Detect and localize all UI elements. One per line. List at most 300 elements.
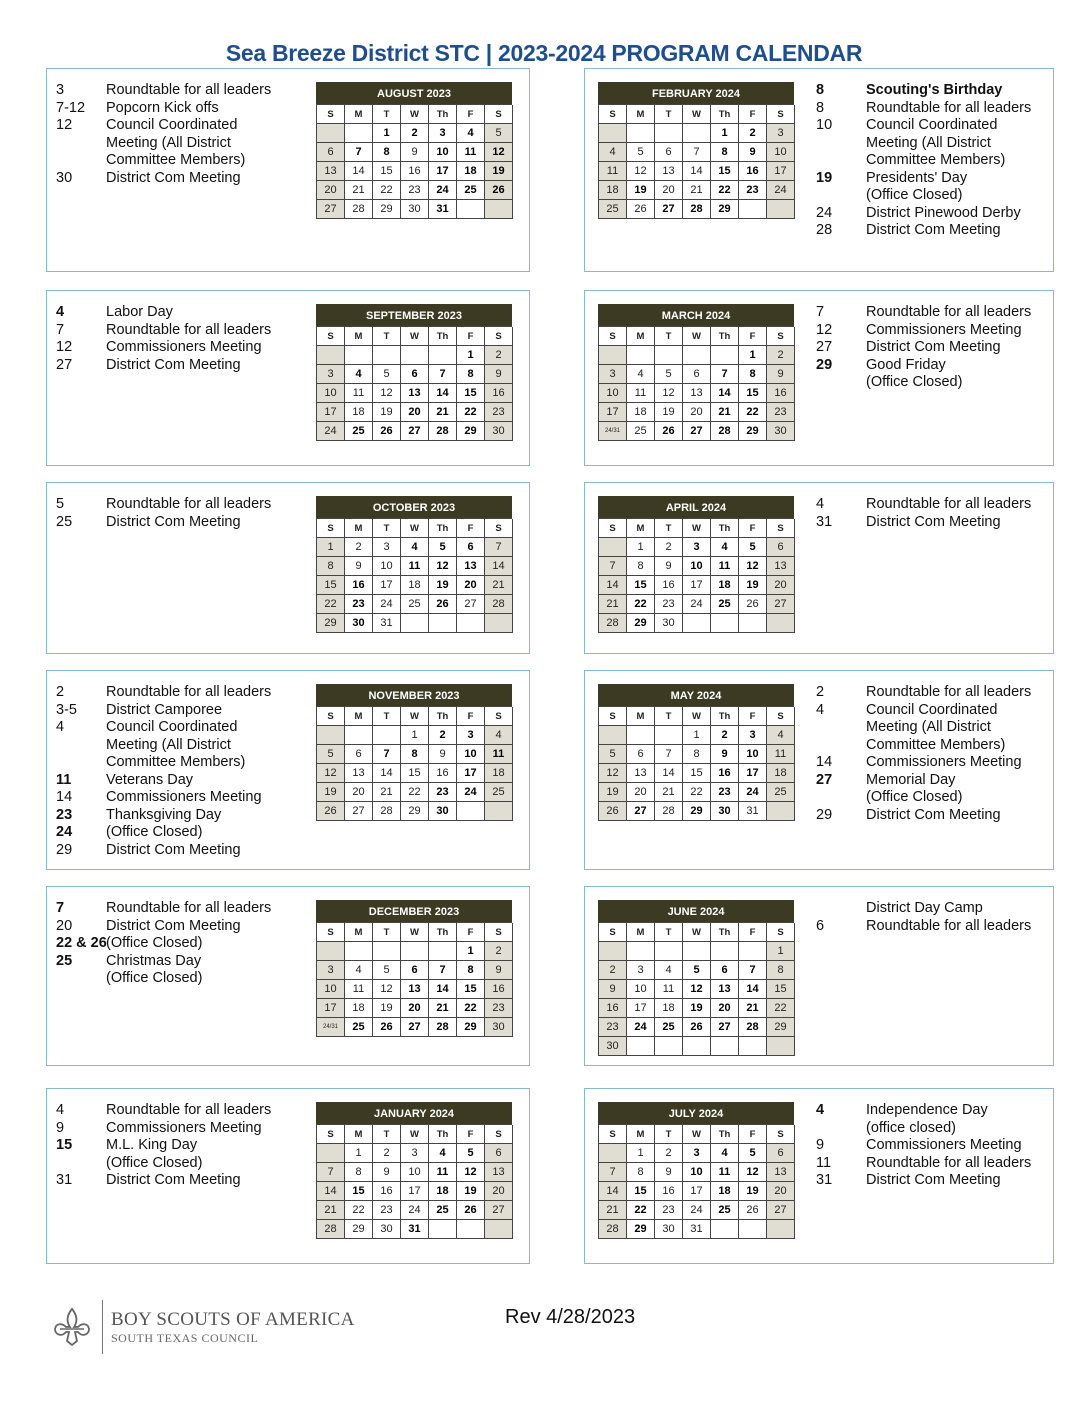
weekday-label: T — [655, 327, 683, 346]
day-cell: 7 — [599, 557, 627, 576]
day-cell: 30 — [429, 802, 457, 821]
day-cell: 18 — [599, 181, 627, 200]
day-cell: 9 — [767, 365, 795, 384]
day-cell: 17 — [429, 162, 457, 181]
empty-cell — [767, 1220, 795, 1239]
day-grid — [598, 1124, 794, 1239]
day-cell: 25 — [345, 1018, 373, 1037]
day-cell: 20 — [345, 783, 373, 802]
event-line — [56, 514, 271, 532]
day-cell: 5 — [373, 961, 401, 980]
day-cell: 27 — [457, 595, 485, 614]
day-cell: 30 — [485, 422, 513, 441]
day-cell: 28 — [485, 595, 513, 614]
event-date: 2 — [816, 684, 825, 700]
event-date: 2 — [56, 684, 65, 700]
event-text: District Com Meeting — [106, 917, 241, 934]
event-date: 15 — [56, 1137, 73, 1153]
month-name: JUNE 2024 — [598, 900, 794, 922]
day-cell: 5 — [429, 538, 457, 557]
weekday-label: S — [599, 923, 627, 942]
day-cell: 6 — [767, 1144, 795, 1163]
day-cell: 16 — [429, 764, 457, 783]
event-date: 27 — [56, 356, 73, 373]
event-line — [816, 117, 1031, 135]
event-date: 11 — [816, 1154, 832, 1171]
month-name: MAY 2024 — [598, 684, 794, 706]
event-date: 25 — [56, 513, 73, 530]
event-text: Meeting (All District — [866, 134, 991, 151]
org-name: BOY SCOUTS OF AMERICA — [111, 1308, 355, 1330]
day-cell: 6 — [401, 365, 429, 384]
day-cell: 23 — [485, 403, 513, 422]
day-cell: 23 — [485, 999, 513, 1018]
empty-cell — [345, 942, 373, 961]
day-cell: 22 — [401, 783, 429, 802]
weekday-label: S — [767, 707, 795, 726]
empty-cell — [683, 124, 711, 143]
weekday-label: S — [317, 519, 345, 538]
event-line — [816, 807, 1031, 825]
event-line — [816, 1137, 1031, 1155]
event-date: 3 — [56, 82, 65, 98]
day-cell: 2 — [345, 538, 373, 557]
event-line — [816, 719, 1031, 737]
weekday-label: S — [317, 1125, 345, 1144]
event-date: 31 — [816, 513, 833, 530]
day-cell: 22 — [373, 181, 401, 200]
event-text: Veterans Day — [106, 771, 194, 788]
day-cell: 21 — [739, 999, 767, 1018]
month-calendar — [598, 304, 794, 441]
weekday-label: W — [683, 105, 711, 124]
day-cell: 18 — [711, 1182, 739, 1201]
day-cell: 12 — [683, 980, 711, 999]
event-line — [56, 918, 271, 936]
day-cell: 16 — [373, 1182, 401, 1201]
day-grid — [598, 922, 794, 1056]
day-cell: 5 — [373, 365, 401, 384]
day-cell: 4 — [627, 365, 655, 384]
event-line — [56, 935, 271, 953]
event-text: Thanksgiving Day — [106, 806, 222, 823]
day-cell: 15 — [345, 1182, 373, 1201]
day-cell: 26 — [627, 200, 655, 219]
empty-cell — [429, 614, 457, 633]
day-cell: 18 — [485, 764, 513, 783]
day-cell: 25 — [711, 1201, 739, 1220]
day-cell: 12 — [457, 1163, 485, 1182]
event-date: 27 — [816, 339, 833, 355]
event-line — [816, 1155, 1031, 1173]
day-cell: 21 — [373, 783, 401, 802]
event-date: 5 — [56, 496, 65, 512]
empty-cell — [599, 1144, 627, 1163]
event-text: Committee Members) — [106, 754, 246, 770]
day-cell: 2 — [599, 961, 627, 980]
event-date: 12 — [56, 339, 73, 355]
empty-cell — [373, 726, 401, 745]
day-cell: 31 — [683, 1220, 711, 1239]
weekday-label: S — [317, 923, 345, 942]
empty-cell — [767, 200, 795, 219]
day-cell: 16 — [345, 576, 373, 595]
day-cell: 30 — [401, 200, 429, 219]
event-line — [56, 82, 271, 100]
empty-cell — [457, 802, 485, 821]
empty-cell — [711, 942, 739, 961]
day-cell: 29 — [627, 614, 655, 633]
event-date: 4 — [56, 304, 65, 320]
event-text: District Day Camp — [866, 900, 983, 916]
empty-cell — [599, 538, 627, 557]
day-cell: 23 — [345, 595, 373, 614]
day-cell: 11 — [711, 1163, 739, 1182]
day-cell: 1 — [373, 124, 401, 143]
day-cell: 1 — [683, 726, 711, 745]
day-cell: 30 — [485, 1018, 513, 1037]
page-title: Sea Breeze District STC | 2023-2024 PROGRAM CALENDAR — [225, 40, 863, 66]
day-cell: 23 — [711, 783, 739, 802]
day-cell: 27 — [683, 422, 711, 441]
org-council: SOUTH TEXAS COUNCIL — [111, 1330, 259, 1345]
day-cell: 13 — [457, 557, 485, 576]
day-cell: 24 — [683, 595, 711, 614]
empty-cell — [345, 346, 373, 365]
event-text: Council Coordinated — [106, 719, 238, 735]
day-cell: 6 — [767, 538, 795, 557]
day-cell: 23 — [599, 1018, 627, 1037]
day-cell: 15 — [457, 384, 485, 403]
event-text: District Camporee — [106, 701, 223, 718]
day-cell: 1 — [767, 942, 795, 961]
event-line — [816, 789, 1031, 807]
event-text: Roundtable for all leaders — [106, 684, 272, 700]
day-cell: 12 — [373, 980, 401, 999]
weekday-label: W — [401, 707, 429, 726]
event-line — [56, 1102, 271, 1120]
day-cell: 28 — [711, 422, 739, 441]
event-line — [816, 737, 1031, 755]
day-cell: 30 — [655, 1220, 683, 1239]
day-cell: 26 — [655, 422, 683, 441]
day-cell: 11 — [457, 143, 485, 162]
day-cell: 19 — [599, 783, 627, 802]
day-cell: 22 — [711, 181, 739, 200]
event-date: 24 — [56, 824, 73, 840]
event-text: M.L. King Day — [106, 1137, 198, 1153]
day-cell: 25 — [457, 181, 485, 200]
event-list — [56, 82, 271, 187]
day-cell: 14 — [599, 1182, 627, 1201]
weekday-label: S — [485, 105, 513, 124]
event-text: (Office Closed) — [106, 1154, 203, 1171]
day-cell: 8 — [345, 1163, 373, 1182]
event-line — [56, 807, 271, 825]
day-cell: 28 — [345, 200, 373, 219]
event-text: District Com Meeting — [106, 513, 241, 530]
day-cell: 4 — [345, 961, 373, 980]
event-date: 7 — [56, 900, 65, 916]
event-date: 4 — [816, 701, 825, 718]
event-line — [816, 514, 1031, 532]
day-cell: 29 — [457, 1018, 485, 1037]
day-cell: 26 — [739, 1201, 767, 1220]
day-cell: 24 — [317, 422, 345, 441]
event-line — [816, 222, 1031, 240]
weekday-label: W — [683, 519, 711, 538]
empty-cell — [485, 200, 513, 219]
event-text: Council Coordinated — [866, 701, 998, 718]
day-cell: 7 — [429, 961, 457, 980]
day-cell: 24 — [373, 595, 401, 614]
day-cell: 23 — [401, 181, 429, 200]
day-cell: 16 — [767, 384, 795, 403]
event-line — [56, 357, 271, 375]
day-cell: 31 — [373, 614, 401, 633]
day-cell: 1 — [739, 346, 767, 365]
day-cell: 25 — [599, 200, 627, 219]
event-line — [816, 684, 1031, 702]
day-cell: 19 — [655, 403, 683, 422]
event-text: (Office Closed) — [866, 789, 963, 805]
event-list — [816, 82, 1031, 240]
day-cell: 3 — [457, 726, 485, 745]
empty-cell — [599, 726, 627, 745]
event-text: Roundtable for all leaders — [866, 496, 1032, 512]
event-date: 9 — [816, 1137, 825, 1153]
event-list — [56, 900, 271, 988]
day-cell: 3 — [401, 1144, 429, 1163]
event-text: Council Coordinated — [106, 117, 238, 133]
event-line — [816, 322, 1031, 340]
event-date: 12 — [56, 117, 73, 133]
day-cell: 19 — [457, 1182, 485, 1201]
day-cell: 26 — [485, 181, 513, 200]
weekday-label: T — [655, 923, 683, 942]
event-text: District Com Meeting — [866, 222, 1001, 238]
weekday-label: S — [317, 105, 345, 124]
event-line — [816, 1102, 1031, 1120]
month-calendar — [316, 900, 512, 1037]
empty-cell — [711, 614, 739, 633]
day-cell: 8 — [627, 557, 655, 576]
event-line — [56, 1172, 271, 1190]
weekday-label: M — [345, 105, 373, 124]
day-cell: 11 — [429, 1163, 457, 1182]
event-list — [56, 1102, 271, 1190]
month-calendar — [316, 496, 512, 633]
day-cell: 13 — [655, 162, 683, 181]
day-cell: 18 — [711, 576, 739, 595]
event-line — [816, 918, 1031, 936]
event-line — [816, 702, 1031, 720]
day-cell: 4 — [401, 538, 429, 557]
day-cell: 2 — [485, 942, 513, 961]
day-cell: 16 — [711, 764, 739, 783]
event-text: (Office Closed) — [866, 187, 963, 203]
day-cell: 6 — [457, 538, 485, 557]
event-text: Meeting (All District — [866, 719, 991, 735]
day-cell: 6 — [485, 1144, 513, 1163]
day-cell: 19 — [739, 576, 767, 595]
day-cell: 17 — [767, 162, 795, 181]
empty-cell — [401, 942, 429, 961]
weekday-label: S — [317, 707, 345, 726]
event-date: 29 — [816, 356, 833, 373]
weekday-label: F — [457, 707, 485, 726]
weekday-label: S — [599, 519, 627, 538]
event-text: District Com Meeting — [866, 806, 1001, 823]
event-text: (Office Closed) — [106, 824, 203, 840]
day-cell: 25 — [767, 783, 795, 802]
event-date: 8 — [816, 99, 825, 116]
day-cell: 10 — [599, 384, 627, 403]
day-cell: 28 — [683, 200, 711, 219]
day-cell: 14 — [599, 576, 627, 595]
weekday-label: M — [627, 105, 655, 124]
event-text: Roundtable for all leaders — [106, 321, 272, 338]
event-text: Council Coordinated — [866, 117, 998, 133]
empty-cell — [655, 726, 683, 745]
day-cell: 24 — [767, 181, 795, 200]
month-calendar — [316, 684, 512, 821]
weekday-label: M — [345, 923, 373, 942]
event-date: 3-5 — [56, 701, 77, 718]
empty-cell — [655, 124, 683, 143]
event-date: 7 — [56, 321, 65, 338]
event-text: Meeting (All District — [106, 736, 231, 753]
day-cell: 2 — [767, 346, 795, 365]
weekday-label: T — [373, 707, 401, 726]
empty-cell — [599, 346, 627, 365]
day-cell: 3 — [683, 1144, 711, 1163]
empty-cell — [711, 1220, 739, 1239]
month-name: JULY 2024 — [598, 1102, 794, 1124]
day-cell: 29 — [767, 1018, 795, 1037]
empty-cell — [739, 1220, 767, 1239]
fleur-de-lis-icon — [50, 1305, 94, 1349]
day-cell: 19 — [373, 403, 401, 422]
weekday-label: F — [739, 327, 767, 346]
day-cell: 22 — [683, 783, 711, 802]
event-line — [56, 322, 271, 340]
day-cell: 12 — [627, 162, 655, 181]
day-cell: 26 — [317, 802, 345, 821]
weekday-label: M — [345, 327, 373, 346]
event-text: District Com Meeting — [866, 513, 1001, 530]
day-cell: 5 — [317, 745, 345, 764]
weekday-label: M — [627, 519, 655, 538]
day-cell: 3 — [429, 124, 457, 143]
weekday-label: T — [655, 1125, 683, 1144]
month-name: SEPTEMBER 2023 — [316, 304, 512, 326]
day-cell: 20 — [485, 1182, 513, 1201]
empty-cell — [627, 1037, 655, 1056]
day-cell: 23 — [739, 181, 767, 200]
day-cell: 28 — [373, 802, 401, 821]
empty-cell — [655, 346, 683, 365]
event-text: Commissioners Meeting — [866, 1137, 1022, 1153]
event-line — [56, 684, 271, 702]
weekday-label: F — [457, 923, 485, 942]
day-cell: 4 — [599, 143, 627, 162]
empty-cell — [401, 346, 429, 365]
bsa-logo — [50, 1300, 355, 1354]
event-list — [816, 304, 1031, 392]
event-line — [816, 1120, 1031, 1138]
event-line — [816, 152, 1031, 170]
event-line — [816, 1172, 1031, 1190]
day-cell: 29 — [401, 802, 429, 821]
day-cell: 8 — [373, 143, 401, 162]
event-text: Independence Day — [866, 1102, 988, 1118]
event-line — [816, 374, 1031, 392]
day-cell: 28 — [317, 1220, 345, 1239]
day-cell: 29 — [683, 802, 711, 821]
event-line — [56, 824, 271, 842]
day-cell: 27 — [401, 422, 429, 441]
weekday-label: W — [683, 707, 711, 726]
day-cell: 8 — [627, 1163, 655, 1182]
weekday-label: W — [401, 519, 429, 538]
day-cell: 23 — [767, 403, 795, 422]
day-cell: 29 — [711, 200, 739, 219]
empty-cell — [317, 1144, 345, 1163]
day-cell: 11 — [627, 384, 655, 403]
day-cell: 14 — [683, 162, 711, 181]
day-grid — [598, 326, 794, 441]
day-cell: 21 — [599, 595, 627, 614]
day-cell: 22 — [345, 1201, 373, 1220]
empty-cell — [683, 942, 711, 961]
day-cell: 28 — [739, 1018, 767, 1037]
day-cell: 25 — [345, 422, 373, 441]
day-cell: 27 — [767, 1201, 795, 1220]
day-cell: 27 — [401, 1018, 429, 1037]
empty-cell — [373, 346, 401, 365]
event-text: Meeting (All District — [106, 134, 231, 151]
day-cell: 21 — [599, 1201, 627, 1220]
weekday-label: Th — [711, 707, 739, 726]
day-cell: 15 — [627, 1182, 655, 1201]
day-cell: 20 — [767, 576, 795, 595]
day-cell: 10 — [457, 745, 485, 764]
month-calendar — [598, 900, 794, 1056]
day-cell: 9 — [599, 980, 627, 999]
day-cell: 3 — [767, 124, 795, 143]
day-cell: 7 — [373, 745, 401, 764]
event-line — [816, 187, 1031, 205]
day-cell: 14 — [655, 764, 683, 783]
weekday-label: T — [655, 519, 683, 538]
day-cell: 16 — [599, 999, 627, 1018]
day-cell: 9 — [739, 143, 767, 162]
event-line — [816, 100, 1031, 118]
weekday-label: W — [683, 1125, 711, 1144]
day-cell: 29 — [345, 1220, 373, 1239]
event-text: Roundtable for all leaders — [866, 917, 1032, 934]
weekday-label: S — [599, 1125, 627, 1144]
event-text: Committee Members) — [106, 152, 246, 168]
weekday-label: T — [373, 923, 401, 942]
weekday-label: W — [683, 923, 711, 942]
empty-cell — [711, 346, 739, 365]
event-date: 27 — [816, 771, 833, 788]
day-cell: 9 — [401, 143, 429, 162]
day-cell: 18 — [345, 403, 373, 422]
day-cell: 21 — [429, 999, 457, 1018]
